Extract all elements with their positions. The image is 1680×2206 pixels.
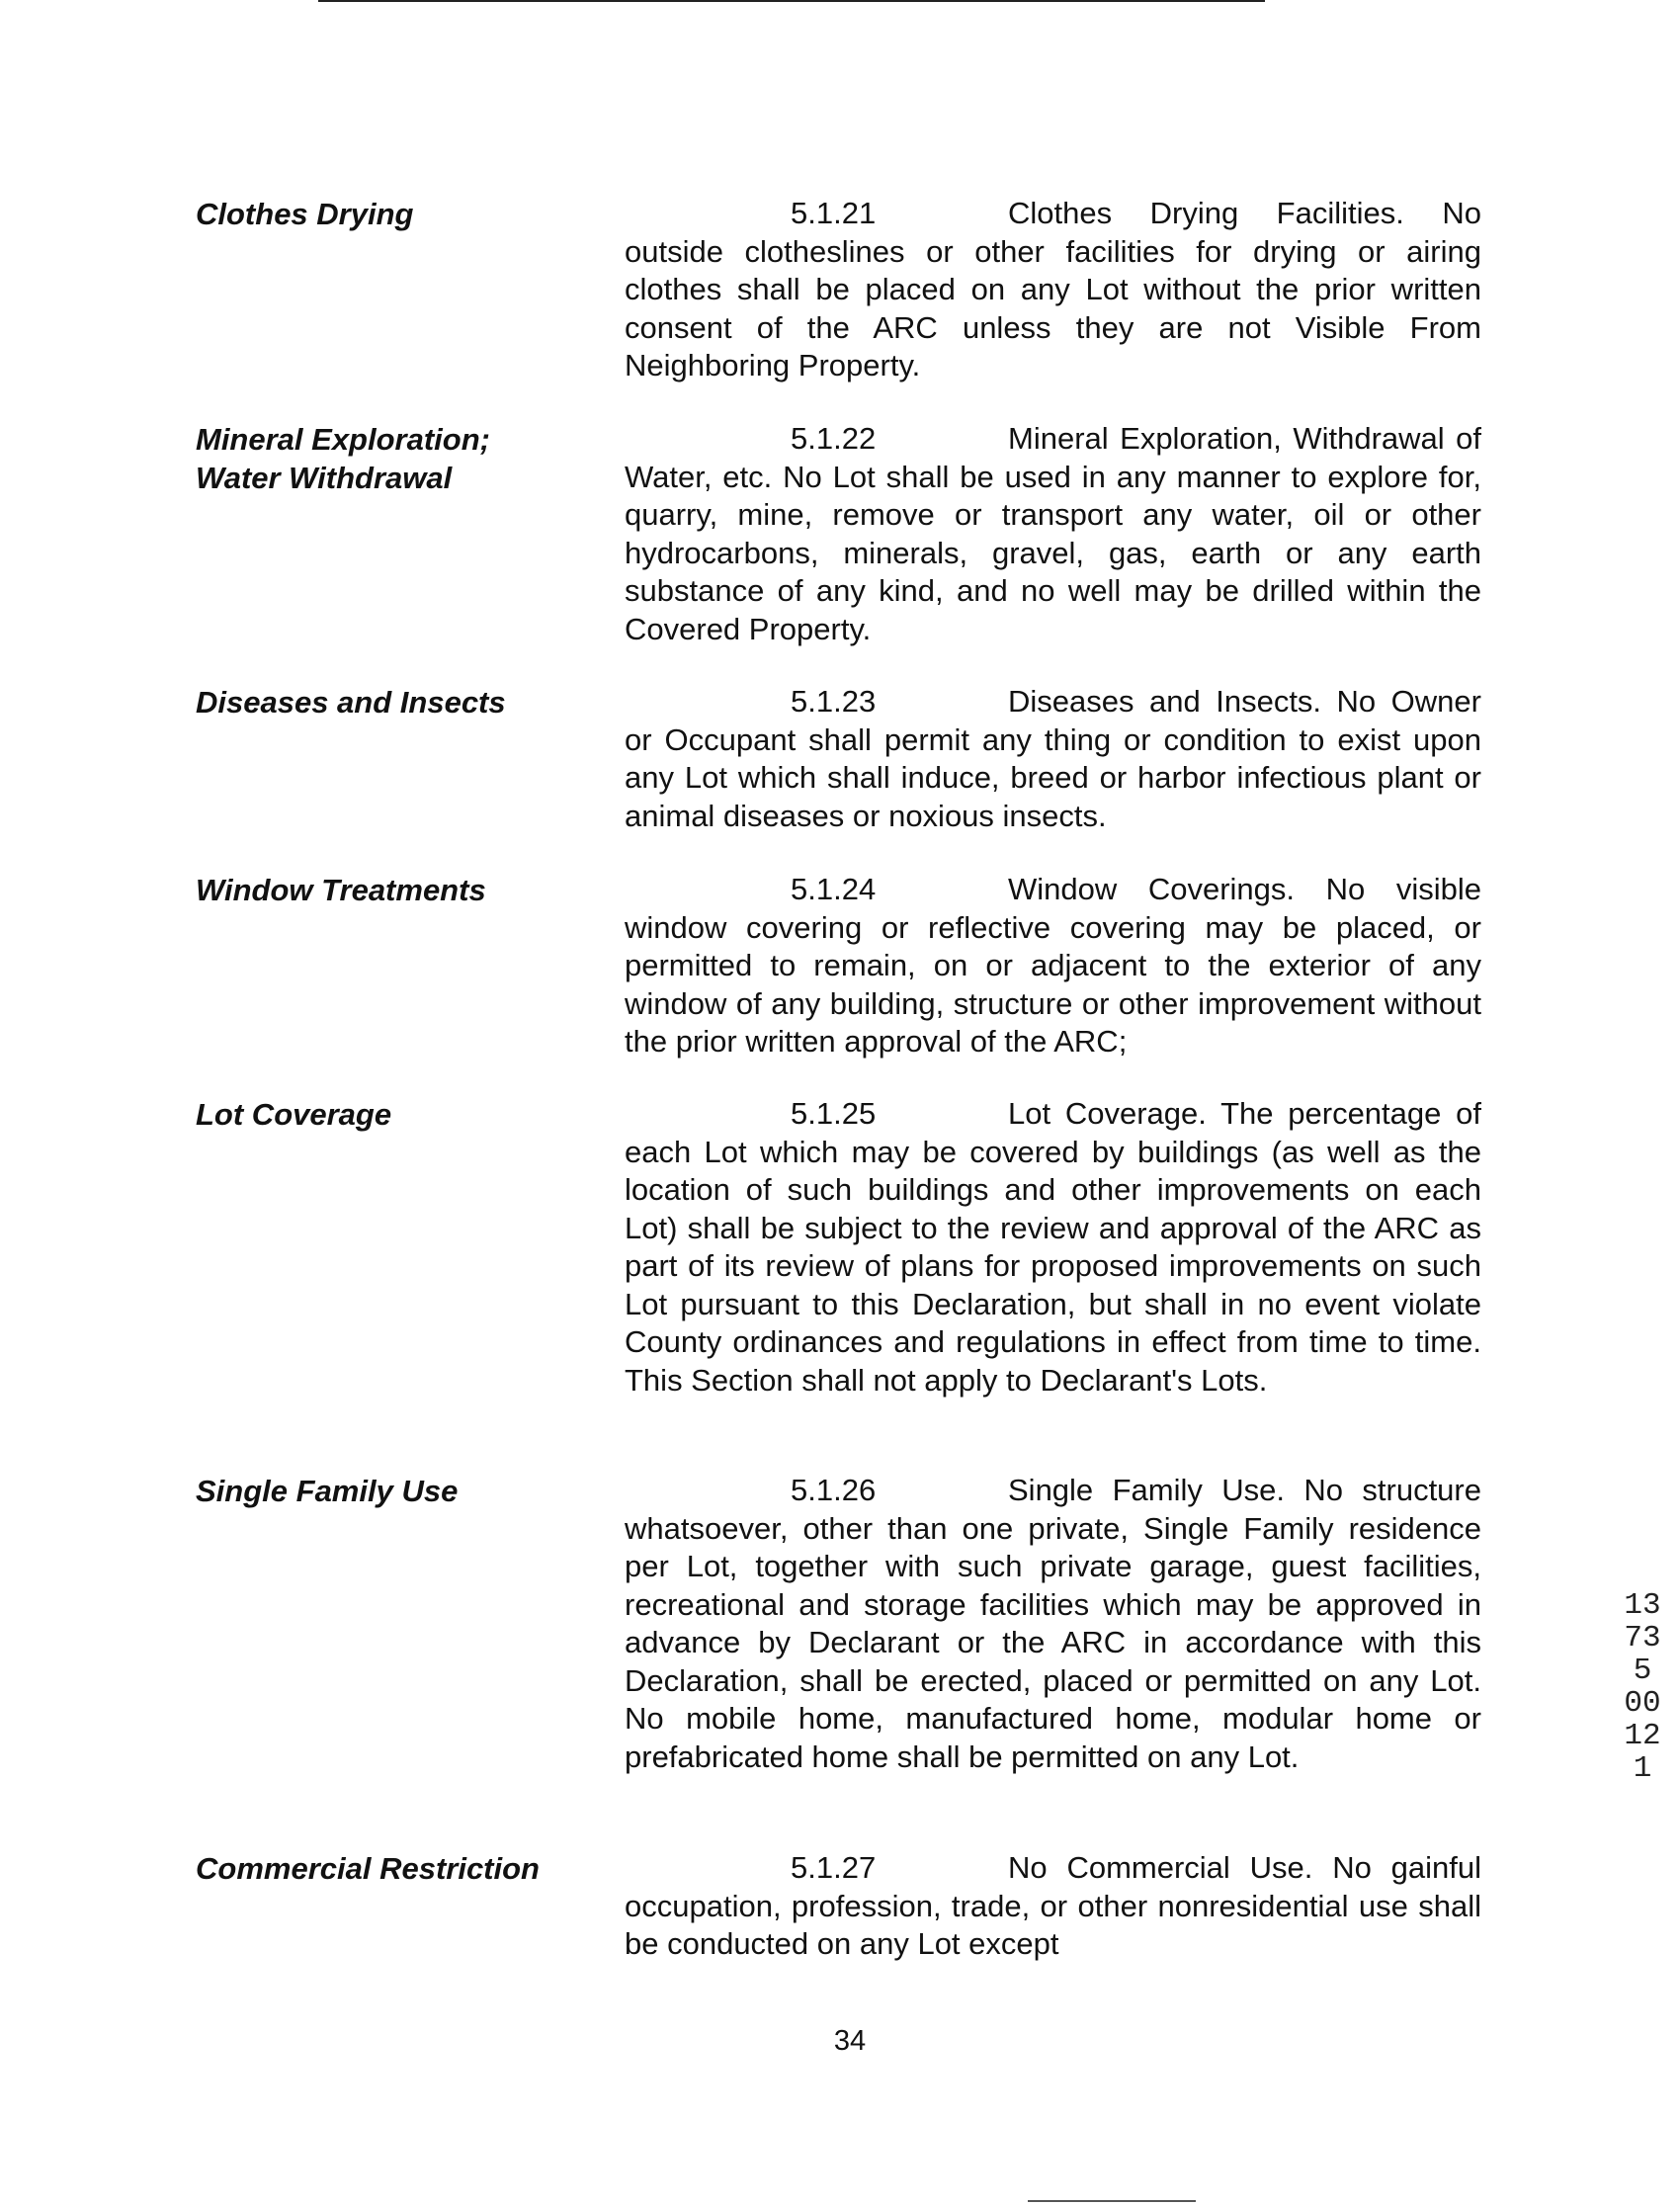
section-number: 5.1.23 (791, 684, 877, 719)
section-number: 5.1.25 (791, 1096, 877, 1131)
margin-label: Window Treatments (196, 873, 486, 907)
margin-label: Commercial Restriction (196, 1851, 540, 1886)
margin-label: Mineral Exploration; Water Withdrawal (196, 422, 490, 495)
bottom-rule (1028, 2200, 1196, 2202)
margin-label: Lot Coverage (196, 1097, 392, 1132)
section-text: Mineral Exploration, Withdrawal of Water, etc. No Lot shall be used in any manner to explore for, quarry, mine, remove or transport any water, oil or other hydrocarbons, minerals, gravel, gas, earth or any earth substance of any kind, and no well may be drilled within the Covered Property. (625, 421, 1481, 646)
recording-stamp: 13735 00121 (1624, 1588, 1661, 1786)
section-text: Window Coverings. No visible window covering or reflective covering may be placed, or permitted to remain, on or adjacent to the exterior of any window of any building, structure or other improvement without the prior written approval of the ARC; (625, 872, 1481, 1059)
section-body (625, 1095, 1481, 1400)
section-body (625, 683, 1481, 835)
section-number: 5.1.24 (791, 872, 877, 906)
margin-label: Single Family Use (196, 1474, 459, 1508)
section-number: 5.1.26 (791, 1473, 877, 1507)
section-number: 5.1.27 (791, 1850, 877, 1885)
section-body (625, 420, 1481, 648)
margin-label: Diseases and Insects (196, 685, 506, 720)
section-number: 5.1.22 (791, 421, 877, 456)
section-body (625, 1849, 1481, 1964)
margin-label: Clothes Drying (196, 197, 414, 231)
section-text: Clothes Drying Facilities. No outside clotheslines or other facilities for drying or airing clothes shall be placed on any Lot without the prior written consent of the ARC unless they are not Visible From Neighboring Property. (625, 196, 1481, 382)
section-number: 5.1.21 (791, 196, 877, 230)
section-text: Diseases and Insects. No Owner or Occupant shall permit any thing or condition to exist upon any Lot which shall induce, breed or harbor infectious plant or animal diseases or noxious insects. (625, 684, 1481, 833)
page-number: 34 (833, 2025, 867, 2057)
section-body (625, 1472, 1481, 1776)
section-body (625, 871, 1481, 1061)
top-rule (318, 0, 1265, 2)
section-text: No Commercial Use. No gainful occupation, profession, trade, or other nonresidential use shall be conducted on any Lot except (625, 1850, 1481, 1961)
section-body (625, 195, 1481, 385)
section-text: Lot Coverage. The percentage of each Lot which may be covered by buildings (as well as the location of such buildings and other improvements on each Lot) shall be subject to the review and approval of the ARC as part of its review of plans for proposed improvements on such Lot pursuant to this Declaration, but shall in no event violate County ordinances and regulations in effect from time to time. This Section shall not apply to Declarant's Lots. (625, 1096, 1481, 1398)
section-text: Single Family Use. No structure whatsoever, other than one private, Single Family residence per Lot, together with such private garage, guest facilities, recreational and storage facilities which may be approved in advance by Declarant or the ARC in accordance with this Declaration, shall be erected, placed or permitted on any Lot. No mobile home, manufactured home, modular home or prefabricated home shall be permitted on any Lot. (625, 1473, 1481, 1774)
